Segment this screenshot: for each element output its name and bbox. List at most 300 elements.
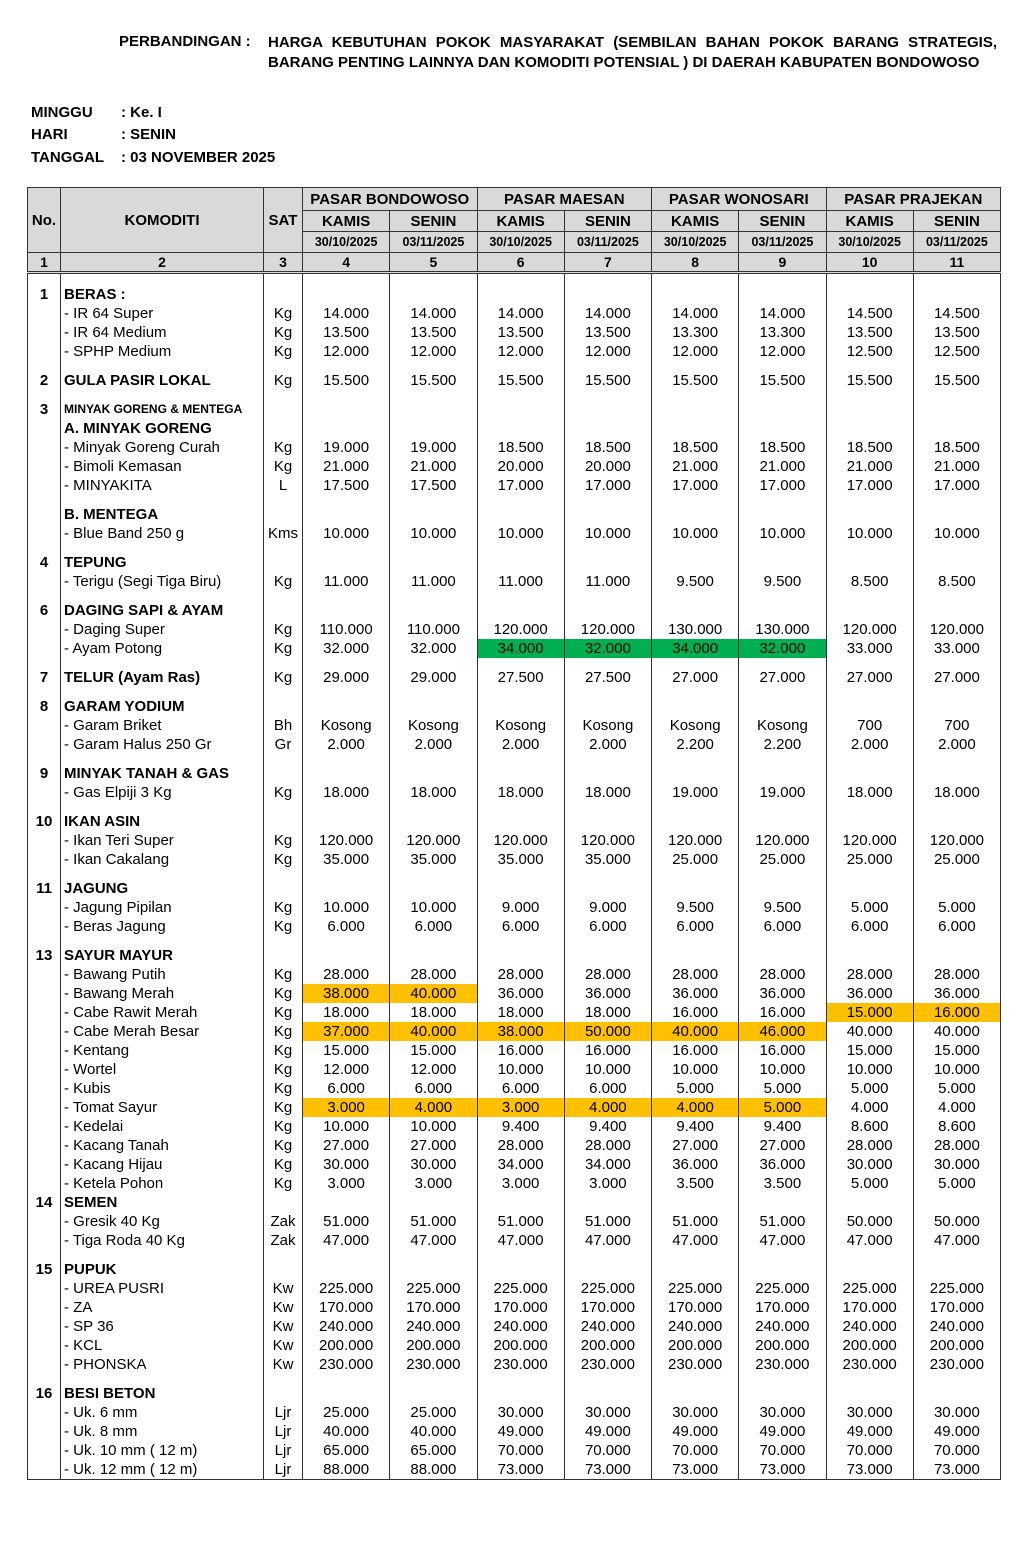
row-number: [28, 1317, 61, 1336]
price-cell: [390, 812, 477, 831]
price-cell: 230.000: [826, 1355, 913, 1374]
price-cell: [564, 1384, 651, 1403]
price-cell: [564, 601, 651, 620]
unit: [264, 802, 303, 812]
price-cell: [739, 285, 826, 304]
unit: Kg: [264, 572, 303, 591]
price-cell: 36.000: [826, 984, 913, 1003]
row-number: 8: [28, 697, 61, 716]
price-cell: [564, 591, 651, 601]
price-cell: 225.000: [739, 1279, 826, 1298]
price-cell: [564, 764, 651, 783]
price-cell: [477, 419, 564, 438]
row-number: [28, 716, 61, 735]
category-row: [28, 764, 1001, 783]
price-cell: 28.000: [913, 1136, 1000, 1155]
price-cell: [303, 273, 390, 286]
price-cell: 240.000: [564, 1317, 651, 1336]
price-cell: 120.000: [913, 620, 1000, 639]
price-cell: [826, 390, 913, 400]
table-row: [28, 831, 1001, 850]
price-cell: 3.000: [303, 1098, 390, 1117]
price-cell: [826, 1260, 913, 1279]
row-number: [28, 1279, 61, 1298]
price-cell: [564, 1260, 651, 1279]
price-cell: 230.000: [303, 1355, 390, 1374]
price-cell: 5.000: [913, 1174, 1000, 1193]
price-cell: [390, 754, 477, 764]
price-cell: 15.500: [477, 371, 564, 390]
row-number: [28, 1060, 61, 1079]
price-cell: 27.500: [564, 668, 651, 687]
price-cell: 30.000: [826, 1403, 913, 1422]
unit: Kw: [264, 1355, 303, 1374]
price-cell: [913, 879, 1000, 898]
unit: Kg: [264, 1174, 303, 1193]
category-name: A. MINYAK GORENG: [61, 419, 264, 438]
price-cell: 30.000: [739, 1403, 826, 1422]
price-cell: [652, 1193, 739, 1212]
price-cell: [564, 869, 651, 879]
price-cell: 3.000: [477, 1174, 564, 1193]
price-cell: 16.000: [652, 1041, 739, 1060]
unit: [264, 505, 303, 524]
unit: Zak: [264, 1212, 303, 1231]
price-cell: 6.000: [913, 917, 1000, 936]
price-cell: [826, 936, 913, 946]
price-cell: 27.500: [477, 668, 564, 687]
price-cell: [390, 419, 477, 438]
price-cell: [739, 687, 826, 697]
price-cell: 225.000: [564, 1279, 651, 1298]
price-cell: 28.000: [739, 965, 826, 984]
price-cell: 200.000: [564, 1336, 651, 1355]
price-cell: 15.500: [913, 371, 1000, 390]
price-cell: 12.500: [913, 342, 1000, 361]
price-cell: [652, 419, 739, 438]
price-cell: 170.000: [390, 1298, 477, 1317]
price-cell: [564, 505, 651, 524]
unit: Ljr: [264, 1460, 303, 1480]
price-cell: 13.500: [826, 323, 913, 342]
table-row: [28, 1117, 1001, 1136]
price-cell: 230.000: [652, 1355, 739, 1374]
price-cell: [390, 946, 477, 965]
price-cell: [826, 658, 913, 668]
price-cell: 17.000: [564, 476, 651, 495]
category-name: [61, 273, 264, 286]
row-number: [28, 1079, 61, 1098]
table-row: [28, 1460, 1001, 1480]
price-cell: [739, 273, 826, 286]
price-cell: 240.000: [652, 1317, 739, 1336]
unit: Kg: [264, 304, 303, 323]
price-cell: 5.000: [739, 1079, 826, 1098]
price-cell: 5.000: [913, 1079, 1000, 1098]
price-cell: 6.000: [477, 1079, 564, 1098]
price-cell: [652, 553, 739, 572]
price-cell: 225.000: [303, 1279, 390, 1298]
price-cell: 240.000: [477, 1317, 564, 1336]
commodity-name: - Ketela Pohon: [61, 1174, 264, 1193]
price-cell: 10.000: [564, 524, 651, 543]
price-cell: 50.000: [913, 1212, 1000, 1231]
price-cell: 40.000: [913, 1022, 1000, 1041]
price-cell: [390, 273, 477, 286]
row-number: [28, 1098, 61, 1117]
price-cell: 88.000: [303, 1460, 390, 1480]
price-cell: 36.000: [913, 984, 1000, 1003]
commodity-name: - Terigu (Segi Tiga Biru): [61, 572, 264, 591]
category-name: [61, 936, 264, 946]
price-cell: 29.000: [303, 668, 390, 687]
price-cell: 40.000: [652, 1022, 739, 1041]
price-cell: 18.000: [390, 783, 477, 802]
price-cell: [913, 361, 1000, 371]
price-cell: [739, 591, 826, 601]
unit: [264, 361, 303, 371]
spacer-row: [28, 390, 1001, 400]
table-row: [28, 1155, 1001, 1174]
price-cell: [303, 419, 390, 438]
price-cell: 15.500: [739, 371, 826, 390]
price-cell: [913, 419, 1000, 438]
table-row: [28, 1441, 1001, 1460]
price-cell: [564, 1193, 651, 1212]
row-number: 7: [28, 668, 61, 687]
spacer-row: [28, 754, 1001, 764]
price-cell: 10.000: [826, 524, 913, 543]
unit: Kw: [264, 1336, 303, 1355]
header-market: PASAR PRAJEKAN: [826, 188, 1001, 211]
price-cell: 17.000: [913, 476, 1000, 495]
unit: [264, 543, 303, 553]
price-cell: 3.500: [652, 1174, 739, 1193]
header-day: KAMIS: [652, 211, 739, 232]
price-cell: 49.000: [652, 1422, 739, 1441]
price-cell: 9.500: [652, 572, 739, 591]
price-cell: 73.000: [739, 1460, 826, 1480]
price-cell: 9.500: [652, 898, 739, 917]
commodity-name: - Ayam Potong: [61, 639, 264, 658]
price-cell: 6.000: [303, 917, 390, 936]
price-cell: 12.000: [652, 342, 739, 361]
price-cell: [390, 687, 477, 697]
unit: Zak: [264, 1231, 303, 1250]
price-cell: 51.000: [303, 1212, 390, 1231]
commodity-name: - Gas Elpiji 3 Kg: [61, 783, 264, 802]
price-cell: [564, 553, 651, 572]
header-komoditi: KOMODITI: [61, 188, 264, 253]
price-cell: 3.000: [303, 1174, 390, 1193]
price-cell: [739, 495, 826, 505]
row-number: 15: [28, 1260, 61, 1279]
price-cell: [739, 936, 826, 946]
price-cell: [913, 802, 1000, 812]
header-date: 30/10/2025: [652, 232, 739, 253]
price-cell: 27.000: [739, 668, 826, 687]
commodity-name: - Cabe Merah Besar: [61, 1022, 264, 1041]
row-number: [28, 1441, 61, 1460]
price-cell: 40.000: [390, 984, 477, 1003]
header-col-number: 7: [564, 253, 651, 273]
row-number: [28, 438, 61, 457]
price-cell: 5.000: [826, 1079, 913, 1098]
table-row: [28, 1231, 1001, 1250]
price-cell: [564, 1374, 651, 1384]
unit: L: [264, 476, 303, 495]
price-cell: 33.000: [826, 639, 913, 658]
price-cell: 2.000: [303, 735, 390, 754]
price-cell: 21.000: [826, 457, 913, 476]
price-cell: [826, 869, 913, 879]
header-col-number: 8: [652, 253, 739, 273]
price-cell: 28.000: [564, 1136, 651, 1155]
header-col-number: 4: [303, 253, 390, 273]
header-day: SENIN: [739, 211, 826, 232]
table-row: [28, 783, 1001, 802]
price-cell: 200.000: [826, 1336, 913, 1355]
commodity-name: - Daging Super: [61, 620, 264, 639]
price-cell: [913, 946, 1000, 965]
price-cell: [303, 505, 390, 524]
price-cell: [652, 658, 739, 668]
price-cell: 30.000: [390, 1155, 477, 1174]
price-cell: [652, 754, 739, 764]
price-cell: 50.000: [826, 1212, 913, 1231]
price-cell: 32.000: [390, 639, 477, 658]
price-cell: 15.500: [652, 371, 739, 390]
table-row: [28, 1422, 1001, 1441]
price-cell: [913, 936, 1000, 946]
unit: [264, 687, 303, 697]
unit: Kg: [264, 984, 303, 1003]
table-row: [28, 735, 1001, 754]
price-cell: [913, 697, 1000, 716]
row-number: [28, 898, 61, 917]
category-name: [61, 1374, 264, 1384]
price-cell: 5.000: [652, 1079, 739, 1098]
price-cell: [739, 802, 826, 812]
price-cell: 225.000: [652, 1279, 739, 1298]
price-cell: 14.000: [390, 304, 477, 323]
price-cell: 27.000: [652, 1136, 739, 1155]
table-row: [28, 1098, 1001, 1117]
price-cell: 16.000: [739, 1003, 826, 1022]
price-cell: [826, 946, 913, 965]
price-cell: 10.000: [390, 524, 477, 543]
table-row: [28, 371, 1001, 390]
price-cell: 12.000: [477, 342, 564, 361]
price-cell: 18.000: [913, 783, 1000, 802]
commodity-name: - Kentang: [61, 1041, 264, 1060]
price-cell: [477, 869, 564, 879]
price-cell: 73.000: [564, 1460, 651, 1480]
unit: Kg: [264, 1098, 303, 1117]
price-cell: [564, 1250, 651, 1260]
price-cell: 11.000: [390, 572, 477, 591]
table-row: [28, 1174, 1001, 1193]
price-cell: 25.000: [826, 850, 913, 869]
price-cell: 46.000: [739, 1022, 826, 1041]
price-cell: 50.000: [564, 1022, 651, 1041]
price-cell: [652, 1250, 739, 1260]
price-cell: [739, 505, 826, 524]
price-cell: 12.000: [390, 342, 477, 361]
header-col-number: 11: [913, 253, 1000, 273]
price-cell: [913, 812, 1000, 831]
category-name: [61, 495, 264, 505]
row-number: [28, 754, 61, 764]
price-cell: [303, 543, 390, 553]
price-cell: 700: [826, 716, 913, 735]
price-cell: [652, 1374, 739, 1384]
price-cell: Kosong: [739, 716, 826, 735]
table-row: [28, 965, 1001, 984]
price-cell: 17.500: [390, 476, 477, 495]
price-cell: 28.000: [477, 1136, 564, 1155]
unit: Kg: [264, 965, 303, 984]
table-row: [28, 1003, 1001, 1022]
price-cell: [390, 802, 477, 812]
price-cell: 12.000: [390, 1060, 477, 1079]
price-cell: 18.000: [477, 1003, 564, 1022]
row-number: 14: [28, 1193, 61, 1212]
table-row: [28, 1041, 1001, 1060]
commodity-name: - Cabe Rawit Merah: [61, 1003, 264, 1022]
price-cell: [390, 495, 477, 505]
row-number: [28, 965, 61, 984]
price-cell: Kosong: [390, 716, 477, 735]
price-cell: 15.000: [303, 1041, 390, 1060]
price-cell: 51.000: [390, 1212, 477, 1231]
commodity-name: - Kubis: [61, 1079, 264, 1098]
price-cell: 10.000: [564, 1060, 651, 1079]
price-cell: [477, 495, 564, 505]
price-cell: [477, 285, 564, 304]
price-cell: [303, 1250, 390, 1260]
commodity-name: - IR 64 Medium: [61, 323, 264, 342]
price-cell: 18.000: [826, 783, 913, 802]
price-cell: [913, 285, 1000, 304]
commodity-name: - Uk. 8 mm: [61, 1422, 264, 1441]
price-cell: 15.500: [390, 371, 477, 390]
row-number: [28, 1174, 61, 1193]
price-cell: 18.000: [564, 1003, 651, 1022]
category-name: MINYAK GORENG & MENTEGA: [61, 400, 264, 419]
price-cell: 4.000: [913, 1098, 1000, 1117]
price-cell: 14.000: [652, 304, 739, 323]
price-cell: 14.000: [303, 304, 390, 323]
spacer-row: [28, 1374, 1001, 1384]
price-cell: [477, 1193, 564, 1212]
price-cell: [652, 946, 739, 965]
price-cell: 5.000: [826, 1174, 913, 1193]
header-date: 03/11/2025: [739, 232, 826, 253]
header-no: No.: [28, 188, 61, 253]
price-cell: [913, 505, 1000, 524]
price-cell: 51.000: [564, 1212, 651, 1231]
category-row: [28, 946, 1001, 965]
price-cell: [477, 1374, 564, 1384]
price-cell: 6.000: [652, 917, 739, 936]
commodity-name: - MINYAKITA: [61, 476, 264, 495]
price-cell: 21.000: [739, 457, 826, 476]
category-name: [61, 390, 264, 400]
category-row: [28, 812, 1001, 831]
price-cell: 34.000: [477, 639, 564, 658]
row-number: [28, 1355, 61, 1374]
spacer-row: [28, 802, 1001, 812]
price-cell: 9.400: [564, 1117, 651, 1136]
price-cell: [390, 601, 477, 620]
price-cell: 120.000: [826, 831, 913, 850]
price-cell: 18.500: [826, 438, 913, 457]
table-row: [28, 323, 1001, 342]
price-cell: 14.000: [564, 304, 651, 323]
price-cell: 2.000: [826, 735, 913, 754]
category-row: [28, 1193, 1001, 1212]
price-cell: [303, 764, 390, 783]
price-cell: [913, 1374, 1000, 1384]
price-cell: [390, 936, 477, 946]
price-cell: [913, 400, 1000, 419]
price-cell: [739, 1384, 826, 1403]
price-cell: [564, 285, 651, 304]
price-cell: 6.000: [390, 917, 477, 936]
category-name: [61, 658, 264, 668]
price-cell: [390, 400, 477, 419]
price-cell: [652, 591, 739, 601]
price-cell: 10.000: [652, 1060, 739, 1079]
category-name: GARAM YODIUM: [61, 697, 264, 716]
price-cell: [913, 543, 1000, 553]
row-number: [28, 1022, 61, 1041]
row-number: 6: [28, 601, 61, 620]
price-cell: 34.000: [652, 639, 739, 658]
price-cell: [826, 812, 913, 831]
price-cell: [652, 936, 739, 946]
price-cell: 200.000: [739, 1336, 826, 1355]
header-day: SENIN: [390, 211, 477, 232]
price-cell: 4.000: [390, 1098, 477, 1117]
header-col-number: 2: [61, 253, 264, 273]
spacer-row: [28, 543, 1001, 553]
category-row: [28, 601, 1001, 620]
price-cell: 110.000: [303, 620, 390, 639]
table-row: [28, 716, 1001, 735]
price-cell: [913, 1193, 1000, 1212]
unit: Bh: [264, 716, 303, 735]
price-cell: 9.500: [739, 572, 826, 591]
price-cell: 40.000: [826, 1022, 913, 1041]
category-row: [28, 1260, 1001, 1279]
price-cell: [826, 505, 913, 524]
header-day: SENIN: [564, 211, 651, 232]
price-cell: 2.000: [390, 735, 477, 754]
row-number: [28, 802, 61, 812]
report-title: HARGA KEBUTUHAN POKOK MASYARAKAT (SEMBILAN BAHAN POKOK BARANG STRATEGIS, BARANG PENTING LAINNYA DAN KOMODITI POTENSIAL ) DI DAERAH KABUPATEN BONDOWOSO: [268, 34, 997, 71]
price-cell: 13.500: [390, 323, 477, 342]
row-number: [28, 1460, 61, 1480]
price-cell: [652, 879, 739, 898]
category-name: IKAN ASIN: [61, 812, 264, 831]
price-cell: [477, 543, 564, 553]
price-cell: 25.000: [303, 1403, 390, 1422]
price-cell: [913, 764, 1000, 783]
price-cell: 12.000: [739, 342, 826, 361]
unit: Kg: [264, 898, 303, 917]
